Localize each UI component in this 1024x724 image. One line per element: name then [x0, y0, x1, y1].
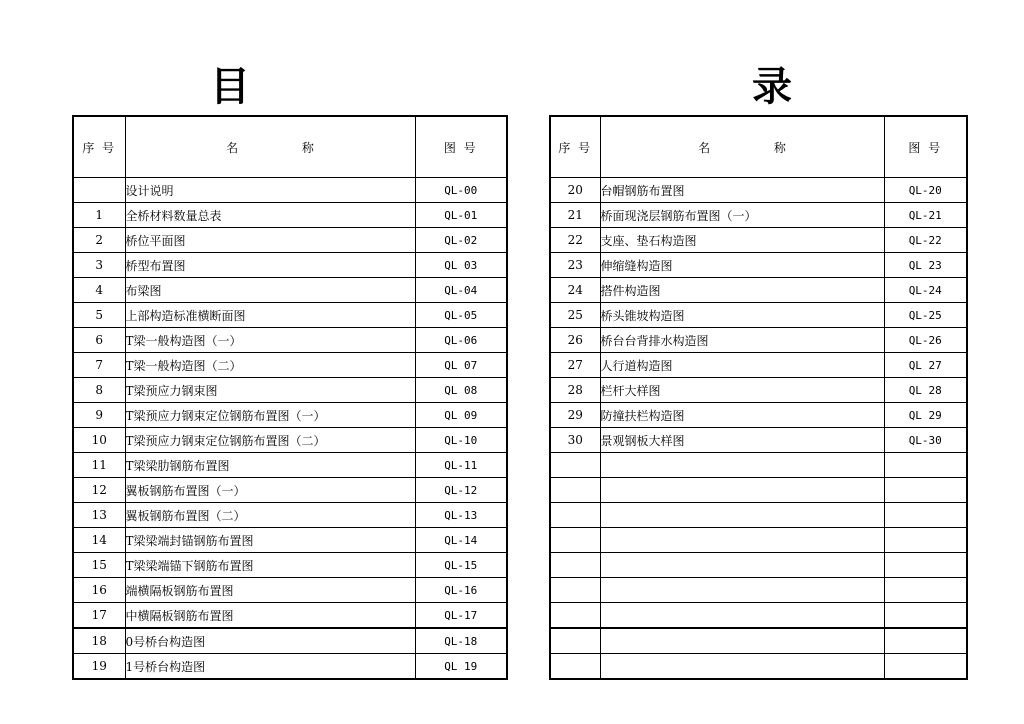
row-drawing-name: 全桥材料数量总表 — [125, 203, 415, 228]
row-number — [550, 453, 600, 478]
table-row — [73, 278, 507, 303]
row-drawing-name: T梁预应力钢束定位钢筋布置图（二） — [125, 428, 415, 453]
row-number: 20 — [550, 178, 600, 203]
table-row — [73, 178, 507, 203]
row-drawing-name: 设计说明 — [125, 178, 415, 203]
row-drawing-name — [600, 603, 884, 629]
row-drawing-name: T梁预应力钢束定位钢筋布置图（一） — [125, 403, 415, 428]
row-number — [73, 178, 125, 203]
table-row — [73, 453, 507, 478]
row-number: 6 — [73, 328, 125, 353]
row-drawing-name: T梁梁端封锚钢筋布置图 — [125, 528, 415, 553]
row-drawing-code: QL-20 — [884, 178, 967, 203]
row-drawing-name — [600, 578, 884, 603]
row-drawing-name: 景观钢板大样图 — [600, 428, 884, 453]
row-drawing-code: QL 07 — [415, 353, 507, 378]
row-drawing-code — [884, 553, 967, 578]
row-drawing-name: 台帽钢筋布置图 — [600, 178, 884, 203]
row-drawing-name — [600, 628, 884, 654]
row-number — [550, 603, 600, 629]
row-number: 19 — [73, 654, 125, 680]
row-drawing-code: QL 28 — [884, 378, 967, 403]
table-row — [73, 503, 507, 528]
table-row — [550, 528, 967, 553]
row-number — [550, 528, 600, 553]
row-drawing-name — [600, 654, 884, 680]
row-drawing-name: 桥台台背排水构造图 — [600, 328, 884, 353]
table-row — [550, 654, 967, 680]
row-drawing-name: 翼板钢筋布置图（一） — [125, 478, 415, 503]
row-drawing-name: 桥型布置图 — [125, 253, 415, 278]
row-number: 16 — [73, 578, 125, 603]
row-number: 13 — [73, 503, 125, 528]
row-number: 2 — [73, 228, 125, 253]
row-number: 25 — [550, 303, 600, 328]
row-drawing-name: 支座、垫石构造图 — [600, 228, 884, 253]
table-row — [73, 553, 507, 578]
table-row — [73, 628, 507, 654]
row-drawing-code: QL-04 — [415, 278, 507, 303]
table-row — [550, 328, 967, 353]
row-drawing-code: QL-06 — [415, 328, 507, 353]
row-number: 23 — [550, 253, 600, 278]
header-no: 序 号 — [550, 116, 600, 178]
header-code: 图 号 — [884, 116, 967, 178]
row-number: 28 — [550, 378, 600, 403]
table-row — [550, 403, 967, 428]
toc-body-left — [73, 178, 507, 680]
row-drawing-code: QL-02 — [415, 228, 507, 253]
row-number: 14 — [73, 528, 125, 553]
row-drawing-code: QL-13 — [415, 503, 507, 528]
row-drawing-name: 0号桥台构造图 — [125, 628, 415, 654]
row-drawing-code: QL 29 — [884, 403, 967, 428]
row-number: 1 — [73, 203, 125, 228]
toc-body-right — [550, 178, 967, 680]
table-row — [73, 478, 507, 503]
row-drawing-name: 翼板钢筋布置图（二） — [125, 503, 415, 528]
table-row — [73, 328, 507, 353]
table-row — [73, 578, 507, 603]
row-drawing-name — [600, 503, 884, 528]
row-drawing-code: QL-15 — [415, 553, 507, 578]
row-drawing-code: QL-14 — [415, 528, 507, 553]
table-row — [550, 553, 967, 578]
row-number — [550, 503, 600, 528]
row-drawing-name: 布梁图 — [125, 278, 415, 303]
row-number: 11 — [73, 453, 125, 478]
row-drawing-name: 栏杆大样图 — [600, 378, 884, 403]
row-drawing-code — [884, 528, 967, 553]
row-number: 26 — [550, 328, 600, 353]
row-drawing-code: QL 08 — [415, 378, 507, 403]
table-row — [550, 378, 967, 403]
table-row — [550, 578, 967, 603]
row-drawing-code — [884, 478, 967, 503]
row-number — [550, 553, 600, 578]
table-row — [550, 178, 967, 203]
table-row — [73, 603, 507, 629]
row-number: 8 — [73, 378, 125, 403]
table-row — [73, 253, 507, 278]
row-number — [550, 578, 600, 603]
row-number: 29 — [550, 403, 600, 428]
page-title-left: 目 — [210, 63, 250, 110]
row-drawing-code: QL 19 — [415, 654, 507, 680]
table-row — [550, 228, 967, 253]
table-row — [73, 228, 507, 253]
row-drawing-name — [600, 453, 884, 478]
row-drawing-name: 伸缩缝构造图 — [600, 253, 884, 278]
row-number: 21 — [550, 203, 600, 228]
row-number: 22 — [550, 228, 600, 253]
row-drawing-name: 防撞扶栏构造图 — [600, 403, 884, 428]
row-drawing-code: QL-01 — [415, 203, 507, 228]
page-title-right: 录 — [752, 63, 792, 110]
row-number: 15 — [73, 553, 125, 578]
row-drawing-name: 1号桥台构造图 — [125, 654, 415, 680]
row-number — [550, 478, 600, 503]
row-drawing-code: QL 23 — [884, 253, 967, 278]
row-drawing-code: QL-17 — [415, 603, 507, 629]
toc-table-left — [72, 115, 508, 680]
row-drawing-code: QL 09 — [415, 403, 507, 428]
row-drawing-name: T梁梁端锚下钢筋布置图 — [125, 553, 415, 578]
table-row — [73, 378, 507, 403]
row-number: 4 — [73, 278, 125, 303]
row-drawing-code: QL-26 — [884, 328, 967, 353]
row-drawing-name: T梁一般构造图（二） — [125, 353, 415, 378]
row-number: 5 — [73, 303, 125, 328]
table-header-row — [550, 116, 967, 178]
row-drawing-code: QL-22 — [884, 228, 967, 253]
row-number: 7 — [73, 353, 125, 378]
row-drawing-name: 桥头锥坡构造图 — [600, 303, 884, 328]
table-row — [73, 654, 507, 680]
table-row — [550, 453, 967, 478]
row-drawing-name: 桥面现浇层钢筋布置图（一） — [600, 203, 884, 228]
row-drawing-code: QL 03 — [415, 253, 507, 278]
row-drawing-name: 上部构造标准横断面图 — [125, 303, 415, 328]
table-row — [73, 403, 507, 428]
row-number: 18 — [73, 628, 125, 654]
row-number: 10 — [73, 428, 125, 453]
row-number: 3 — [73, 253, 125, 278]
row-number: 12 — [73, 478, 125, 503]
row-drawing-code: QL 27 — [884, 353, 967, 378]
table-row — [73, 428, 507, 453]
table-row — [73, 203, 507, 228]
header-code: 图 号 — [415, 116, 507, 178]
row-drawing-name — [600, 528, 884, 553]
row-drawing-code: QL-30 — [884, 428, 967, 453]
table-row — [550, 253, 967, 278]
row-drawing-code: QL-21 — [884, 203, 967, 228]
row-drawing-code: QL-12 — [415, 478, 507, 503]
row-drawing-name — [600, 478, 884, 503]
row-number — [550, 628, 600, 654]
table-row — [73, 353, 507, 378]
row-drawing-code — [884, 578, 967, 603]
table-row — [550, 478, 967, 503]
row-drawing-code — [884, 453, 967, 478]
row-drawing-code — [884, 654, 967, 680]
row-drawing-code — [884, 628, 967, 654]
row-number: 9 — [73, 403, 125, 428]
row-drawing-code: QL-18 — [415, 628, 507, 654]
header-name: 名 称 — [125, 116, 415, 178]
row-drawing-name: T梁一般构造图（一） — [125, 328, 415, 353]
row-number: 27 — [550, 353, 600, 378]
table-row — [73, 528, 507, 553]
row-drawing-code: QL-25 — [884, 303, 967, 328]
table-row — [550, 303, 967, 328]
row-number: 17 — [73, 603, 125, 629]
header-name: 名 称 — [600, 116, 884, 178]
row-drawing-code: QL-05 — [415, 303, 507, 328]
row-drawing-name: 中横隔板钢筋布置图 — [125, 603, 415, 629]
table-row — [550, 353, 967, 378]
table-row — [550, 428, 967, 453]
row-drawing-name: T梁预应力钢束图 — [125, 378, 415, 403]
row-drawing-name: 端横隔板钢筋布置图 — [125, 578, 415, 603]
row-drawing-code — [884, 603, 967, 629]
row-drawing-name: T梁梁肋钢筋布置图 — [125, 453, 415, 478]
table-row — [550, 603, 967, 629]
row-drawing-name: 搭件构造图 — [600, 278, 884, 303]
header-no: 序 号 — [73, 116, 125, 178]
row-drawing-name: 桥位平面图 — [125, 228, 415, 253]
row-drawing-name — [600, 553, 884, 578]
row-drawing-code: QL-10 — [415, 428, 507, 453]
row-drawing-code: QL-11 — [415, 453, 507, 478]
row-drawing-code: QL-24 — [884, 278, 967, 303]
table-row — [550, 503, 967, 528]
row-number: 24 — [550, 278, 600, 303]
row-number: 30 — [550, 428, 600, 453]
row-drawing-code: QL-16 — [415, 578, 507, 603]
table-row — [550, 628, 967, 654]
row-drawing-code: QL-00 — [415, 178, 507, 203]
row-drawing-name: 人行道构造图 — [600, 353, 884, 378]
table-row — [550, 278, 967, 303]
table-row — [73, 303, 507, 328]
row-number — [550, 654, 600, 680]
toc-table-right — [549, 115, 968, 680]
row-drawing-code — [884, 503, 967, 528]
table-row — [550, 203, 967, 228]
table-header-row — [73, 116, 507, 178]
